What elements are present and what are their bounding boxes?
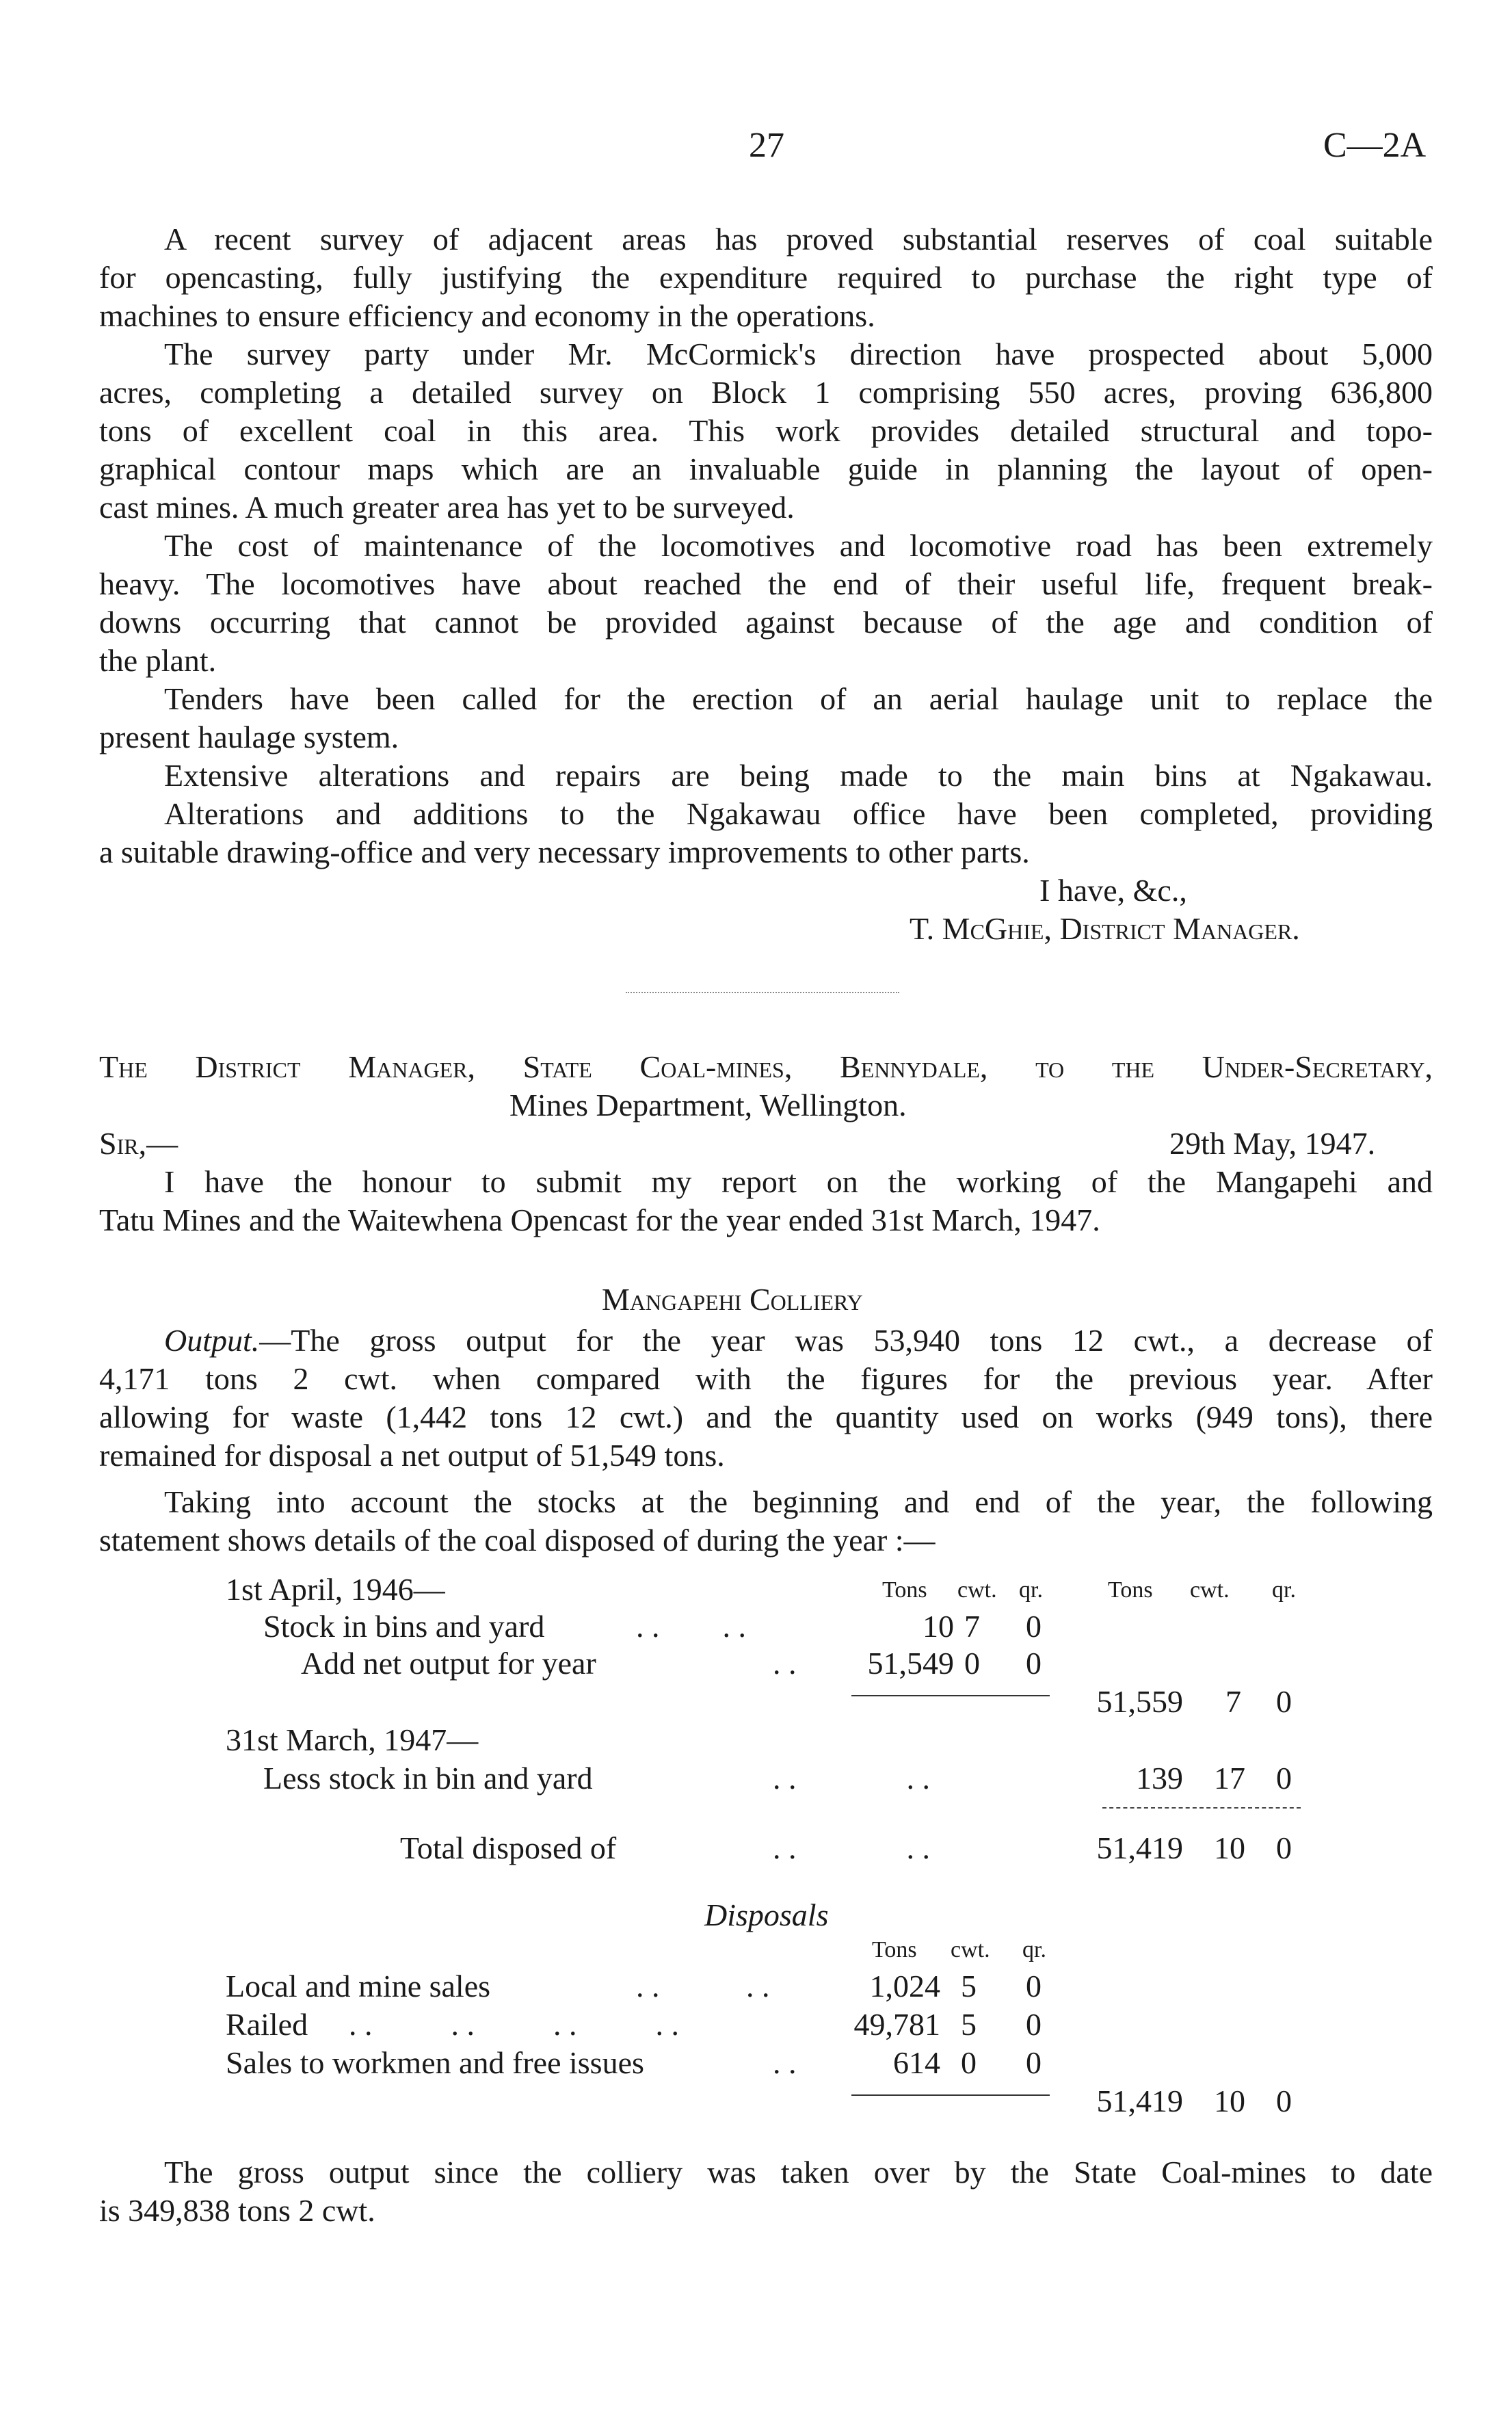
- row-label: Railed: [226, 2007, 308, 2042]
- cell-cwt: 0: [961, 2045, 977, 2080]
- paragraph-line: The cost of maintenance of the locomotives and locomotive road has been extremely: [164, 528, 1433, 563]
- paragraph-line: heavy. The locomotives have about reached the end of their useful life, frequent break-: [99, 566, 1433, 601]
- separator-rule: [626, 992, 899, 993]
- row-label: Less stock in bin and yard: [263, 1761, 593, 1796]
- paragraph-line: the plant.: [99, 643, 217, 678]
- output-first-line: —The gross output for the year was 53,940 tons 12 cwt., a decrease of: [259, 1323, 1433, 1358]
- disposals-title: [704, 1896, 828, 1934]
- row-label: Stock in bins and yard: [263, 1609, 545, 1644]
- cell-tons: 49,781: [853, 2007, 940, 2042]
- cell-qr: 0: [1276, 1761, 1292, 1796]
- letter-address: The District Manager, State Coal-mines, Bennydale, to the Under-Secretary,: [99, 1049, 1433, 1084]
- col-head: cwt.: [951, 1937, 990, 1962]
- cell-cwt: 7: [964, 1609, 980, 1644]
- sum-rule: [851, 1695, 1050, 1696]
- paragraph-line: remained for disposal a net output of 51,549 tons.: [99, 1438, 725, 1473]
- col-head: cwt.: [957, 1577, 997, 1603]
- col-head: Tons: [872, 1937, 917, 1962]
- dot-leader: . .: [773, 2045, 797, 2080]
- cell-qr: 0: [1026, 2045, 1042, 2080]
- row-label: Local and mine sales: [226, 1969, 491, 2003]
- cell-qr: 0: [1026, 1969, 1042, 2003]
- cell-qr: 0: [1276, 1830, 1292, 1865]
- cell-tons: 51,559: [1096, 1684, 1183, 1719]
- cell-qr: 0: [1026, 2007, 1042, 2042]
- letter-date: 29th May, 1947.: [1169, 1126, 1376, 1161]
- output-label: Output.: [164, 1323, 260, 1358]
- col-head: qr.: [1022, 1937, 1046, 1962]
- dot-leader: . . . .: [773, 1830, 930, 1865]
- cell-cwt: 7: [1225, 1684, 1241, 1719]
- paragraph-line: [164, 1322, 1433, 1360]
- col-head: qr.: [1272, 1577, 1296, 1603]
- row-label: Add net output for year: [301, 1646, 596, 1681]
- col-head: qr.: [1019, 1577, 1043, 1603]
- cell-qr: 0: [1276, 2084, 1292, 2118]
- col-head: cwt.: [1190, 1577, 1230, 1603]
- cell-tons: 10: [923, 1609, 954, 1644]
- dot-leader: . . . .: [636, 1609, 746, 1644]
- paragraph-line: Extensive alterations and repairs are being made to the main bins at Ngakawau.: [164, 758, 1433, 793]
- cell-qr: 0: [1026, 1609, 1042, 1644]
- paragraph-line: present haulage system.: [99, 720, 399, 754]
- paragraph-line: A recent survey of adjacent areas has proved substantial reserves of coal suitable: [164, 222, 1433, 257]
- paragraph-line: for opencasting, fully justifying the expenditure required to purchase the right type of: [99, 260, 1433, 295]
- sum-rule: [851, 2094, 1050, 2096]
- dot-leader: . . . .: [773, 1761, 930, 1796]
- paragraph-line: I have the honour to submit my report on the working of the Mangapehi and: [164, 1164, 1433, 1199]
- signature: T. McGhie, District Manager.: [910, 911, 1300, 946]
- disposals-title-text: Disposals: [704, 1897, 829, 1932]
- paragraph-line: is 349,838 tons 2 cwt.: [99, 2193, 375, 2228]
- paragraph-line: a suitable drawing-office and very necessary improvements to other parts.: [99, 835, 1030, 869]
- closing: I have, &c.,: [1039, 873, 1187, 908]
- cell-tons: 51,549: [867, 1646, 954, 1681]
- section-heading: Mangapehi Colliery: [602, 1282, 863, 1317]
- paragraph-line: The survey party under Mr. McCormick's direction have prospected about 5,000: [164, 337, 1433, 371]
- cell-tons: 614: [893, 2045, 940, 2080]
- paragraph-line: downs occurring that cannot be provided against because of the age and condition of: [99, 605, 1433, 640]
- paragraph-line: Taking into account the stocks at the beginning and end of the year, the following: [164, 1484, 1433, 1519]
- cell-cwt: 5: [961, 2007, 977, 2042]
- total-label: Total disposed of: [400, 1830, 617, 1865]
- cell-cwt: 10: [1214, 1830, 1245, 1865]
- paragraph-line: graphical contour maps which are an invaluable guide in planning the layout of open-: [99, 451, 1433, 486]
- document-reference: C—2A: [1323, 126, 1427, 165]
- dot-leader: . . . . . . . .: [349, 2007, 679, 2042]
- col-head: Tons: [1108, 1577, 1153, 1603]
- cell-tons: 51,419: [1096, 1830, 1183, 1865]
- col-head: Tons: [882, 1577, 927, 1603]
- dot-leader: . . . .: [636, 1969, 770, 2003]
- paragraph-line: tons of excellent coal in this area. This work provides detailed structural and topo-: [99, 413, 1433, 448]
- cell-cwt: 10: [1214, 2084, 1245, 2118]
- cell-qr: 0: [1026, 1646, 1042, 1681]
- cell-tons: 1,024: [869, 1969, 940, 2003]
- cell-tons: 139: [1136, 1761, 1183, 1796]
- paragraph-line: statement shows details of the coal disposed of during the year :—: [99, 1523, 936, 1558]
- table-date: 1st April, 1946—: [226, 1572, 445, 1607]
- paragraph-line: 4,171 tons 2 cwt. when compared with the figures for the previous year. After: [99, 1361, 1433, 1396]
- paragraph-line: acres, completing a detailed survey on Block 1 comprising 550 acres, proving 636,800: [99, 375, 1433, 410]
- paragraph-line: Tatu Mines and the Waitewhena Opencast for the year ended 31st March, 1947.: [99, 1203, 1100, 1237]
- cell-tons: 51,419: [1096, 2084, 1183, 2118]
- cell-cwt: 0: [964, 1646, 980, 1681]
- salutation: Sir,—: [99, 1126, 178, 1161]
- paragraph-line: Alterations and additions to the Ngakawau office have been completed, providing: [164, 796, 1433, 831]
- paragraph-line: Tenders have been called for the erection of an aerial haulage unit to replace the: [164, 681, 1433, 716]
- cell-qr: 0: [1276, 1684, 1292, 1719]
- page-number: 27: [749, 126, 784, 165]
- paragraph-line: cast mines. A much greater area has yet to be surveyed.: [99, 490, 795, 525]
- paragraph-line: machines to ensure efficiency and economy in the operations.: [99, 298, 875, 333]
- cell-cwt: 5: [961, 1969, 977, 2003]
- paragraph-line: allowing for waste (1,442 tons 12 cwt.) and the quantity used on works (949 tons), there: [99, 1399, 1433, 1434]
- cell-cwt: 17: [1214, 1761, 1245, 1796]
- letter-address-line2: Mines Department, Wellington.: [509, 1088, 907, 1122]
- dot-leader: . .: [773, 1646, 797, 1681]
- sum-rule: [1102, 1807, 1301, 1809]
- table-date: 31st March, 1947—: [226, 1722, 479, 1757]
- paragraph-line: The gross output since the colliery was taken over by the State Coal-mines to date: [164, 2155, 1433, 2190]
- row-label: Sales to workmen and free issues: [226, 2045, 644, 2080]
